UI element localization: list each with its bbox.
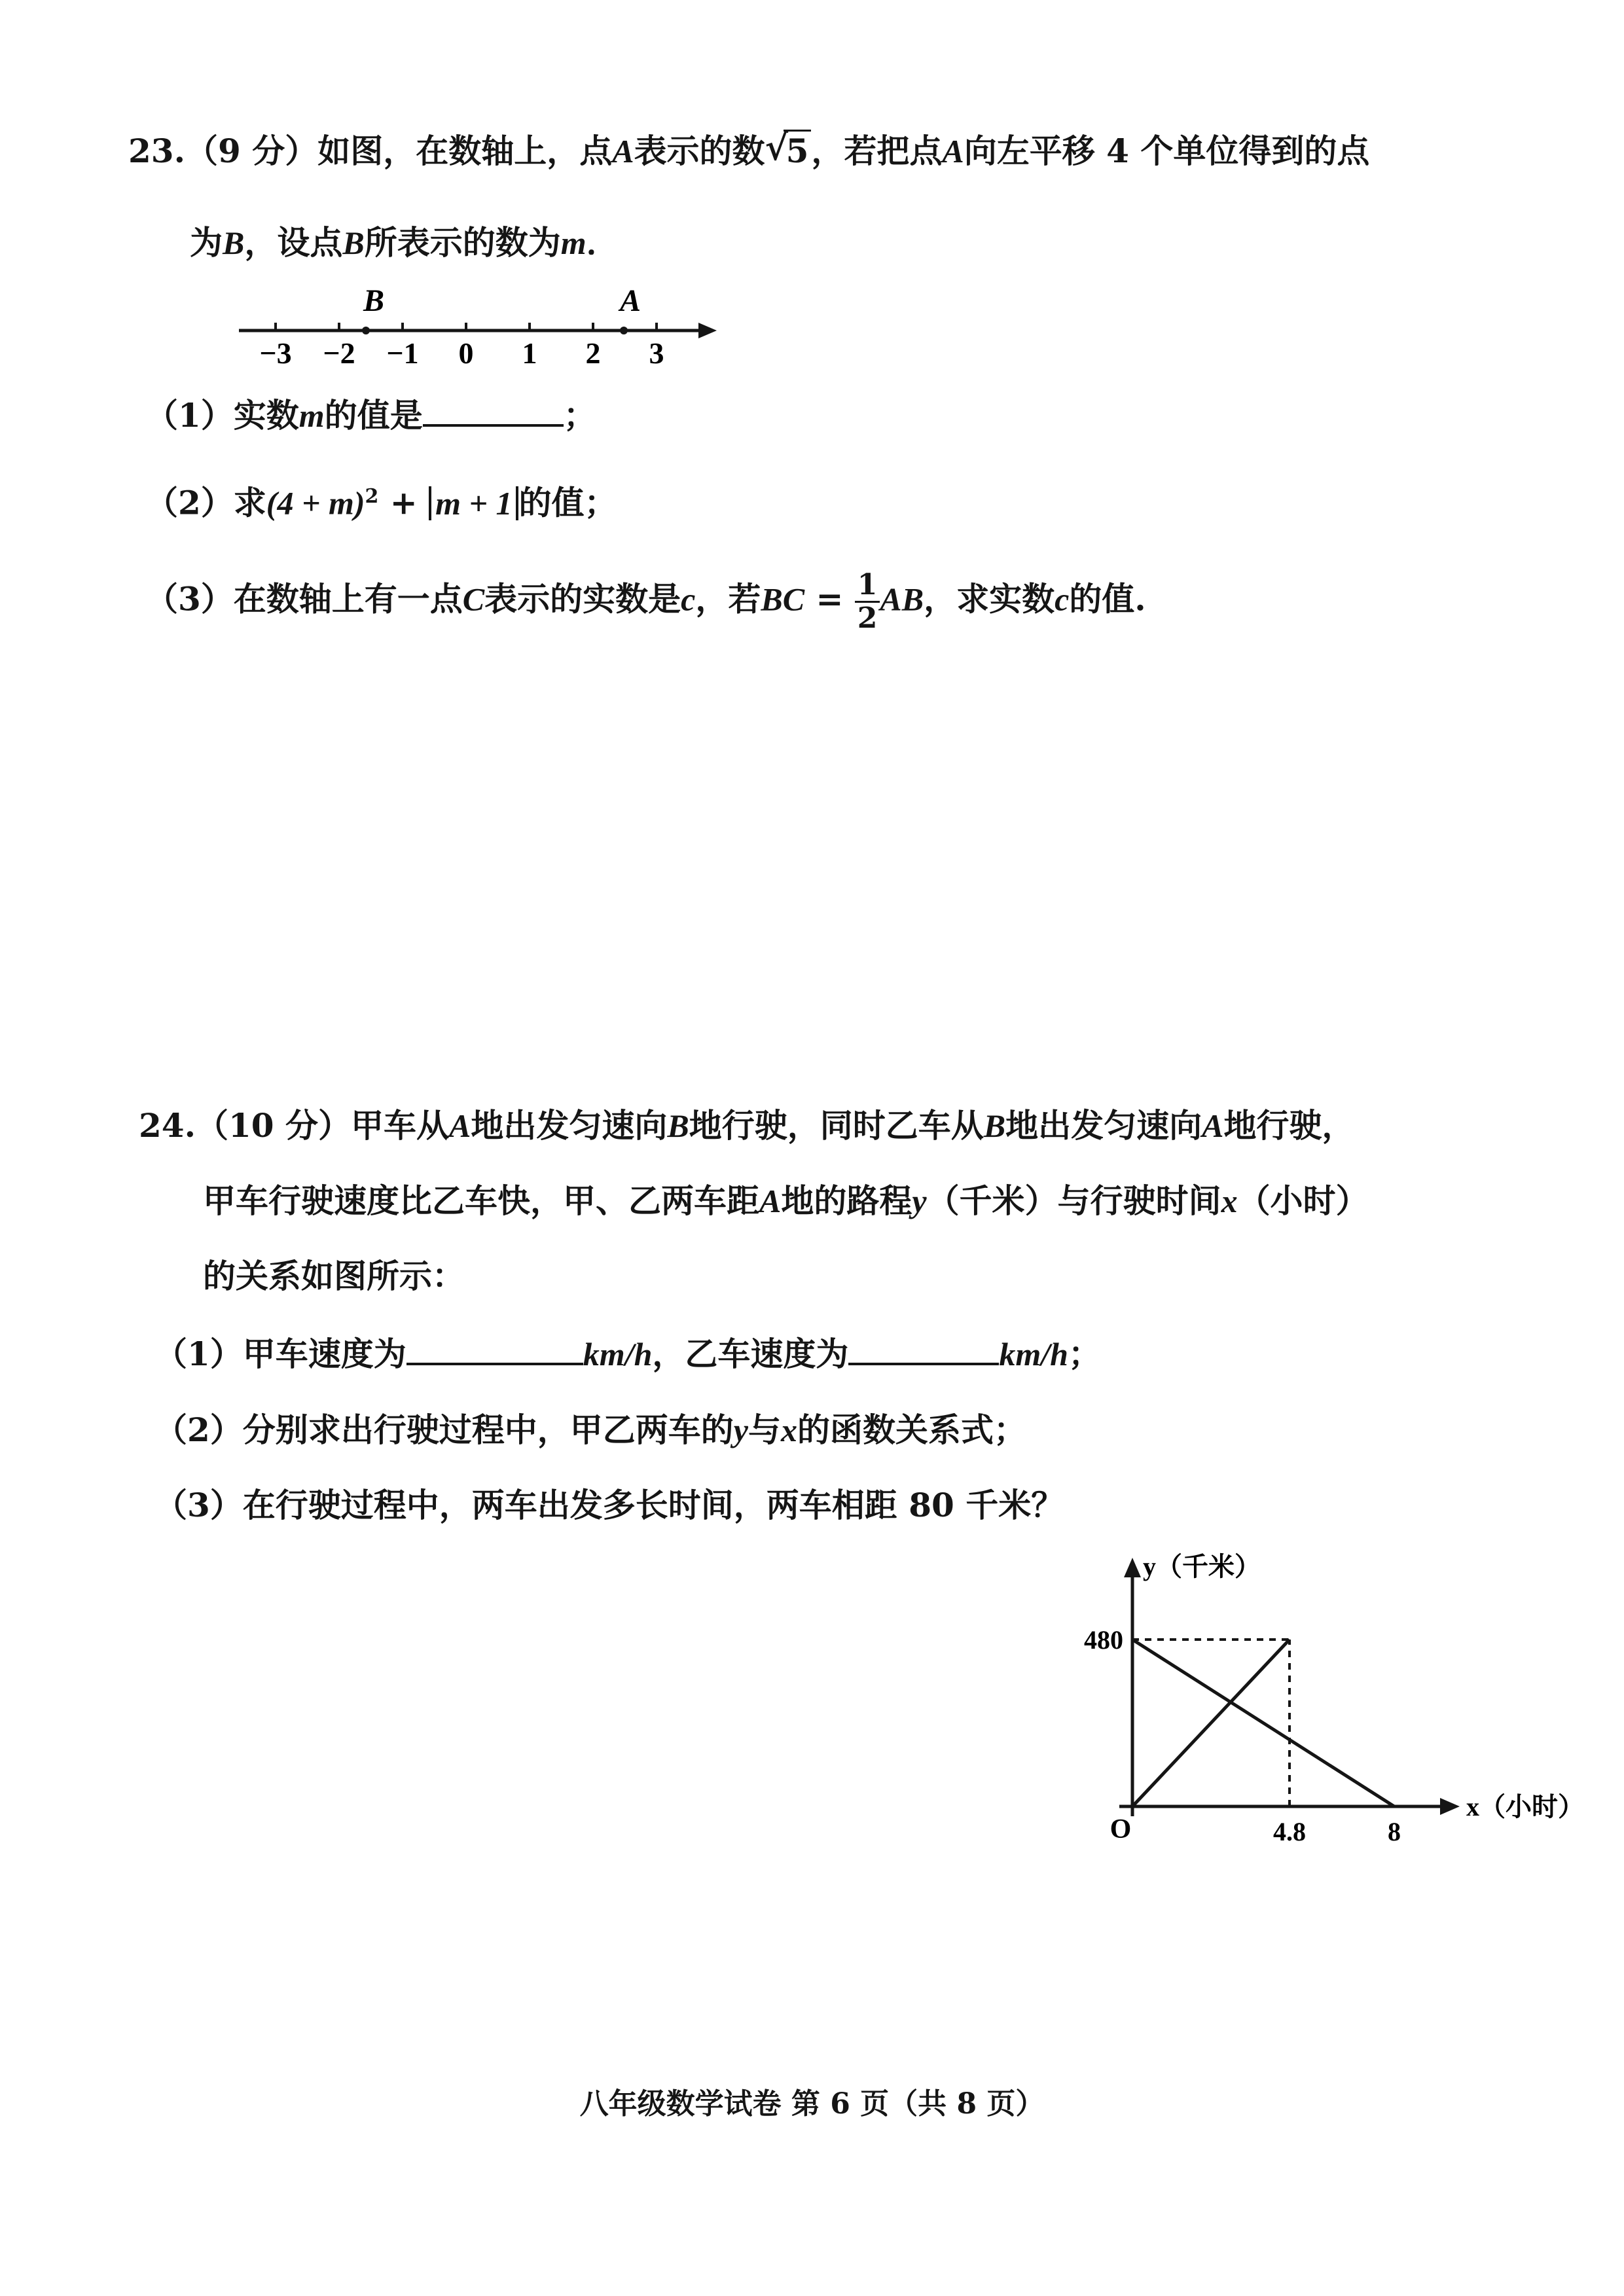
page-footer: 八年级数学试卷 第 6 页（共 8 页） — [579, 2087, 1045, 2121]
x-axis-arrow-icon — [1440, 1798, 1460, 1815]
number-line-label: 0 — [458, 336, 474, 370]
q23-number: 23. — [128, 132, 185, 170]
abs-value-expr: m + 1 — [429, 486, 518, 520]
q24-score: （10 分） — [196, 1106, 351, 1145]
number-line-arrow-icon — [698, 323, 717, 338]
q23-part3: （3）在数轴上有一点C表示的实数是c，若BC = $\frac{1}{2}$ AB，求实数c的值. — [145, 568, 1146, 635]
y-tick-label: 480 — [1084, 1625, 1123, 1655]
q24-stem-line1: 24.（10 分）甲车从A地出发匀速向B地行驶，同时乙车从B地出发匀速向A地行驶， — [139, 1106, 1355, 1145]
number-line — [232, 285, 730, 376]
series-line-乙车 — [1132, 1640, 1394, 1806]
number-line-a-label: A — [620, 283, 641, 318]
q23-stem-line1: 23.（9 分）如图，在数轴上，点A表示的数 √ 5，若把点A向左平移 4 个单位得到的点 — [128, 128, 1369, 174]
fraction-half: $\frac{1}{2}$ — [855, 569, 880, 634]
x-tick-label: 8 — [1388, 1817, 1401, 1846]
q24-part3: （3）在行驶过程中，两车出发多长时间，两车相距 80 千米？ — [154, 1486, 1064, 1524]
number-line-label: 1 — [522, 336, 537, 370]
answer-blank-m[interactable] — [423, 395, 564, 427]
q23-score: （9 分） — [185, 132, 318, 170]
q24-part2: （2）分别求出行驶过程中，甲乙两车的y与x的函数关系式； — [154, 1410, 1026, 1449]
y-axis-label: y（千米） — [1143, 1552, 1261, 1581]
q23-part1: （1）实数m的值是 ； — [145, 396, 596, 435]
point-a-label: A — [612, 133, 634, 170]
q24-stem-line2: 甲车行驶速度比乙车快，甲、乙两车距A地的路程y（千米）与行驶时间x（小时） — [203, 1181, 1369, 1220]
q23-stem-line2: 为B，设点B所表示的数为m． — [190, 223, 619, 262]
sqrt-icon: √ — [765, 126, 789, 168]
point-b-dot — [362, 327, 370, 334]
q23-part2: （2）求$(4 + m)^2 + m + 1$ 的值； — [145, 483, 617, 522]
number-line-b-label: B — [363, 283, 385, 318]
distance-time-graph — [1067, 1551, 1584, 1859]
q24-part1: （1）甲车速度为 km/h，乙车速度为 km/h； — [154, 1335, 1101, 1373]
number-line-label: −3 — [259, 336, 292, 370]
q24-number: 24. — [139, 1106, 196, 1145]
number-line-label: 3 — [649, 336, 664, 370]
y-axis-arrow-icon — [1124, 1558, 1141, 1577]
origin-label: O — [1110, 1814, 1132, 1844]
point-a-dot — [620, 327, 628, 334]
number-line-label: −1 — [386, 336, 419, 370]
answer-blank-speed-yi[interactable] — [848, 1334, 999, 1365]
sqrt-5: √ 5 — [765, 128, 812, 174]
x-tick-label: 4.8 — [1273, 1817, 1306, 1846]
x-axis-label: x（小时） — [1466, 1792, 1584, 1821]
answer-blank-speed-jia[interactable] — [406, 1334, 583, 1365]
number-line-label: 2 — [585, 336, 601, 370]
q24-stem-line3: 的关系如图所示： — [203, 1257, 465, 1295]
number-line-label: −2 — [323, 336, 355, 370]
